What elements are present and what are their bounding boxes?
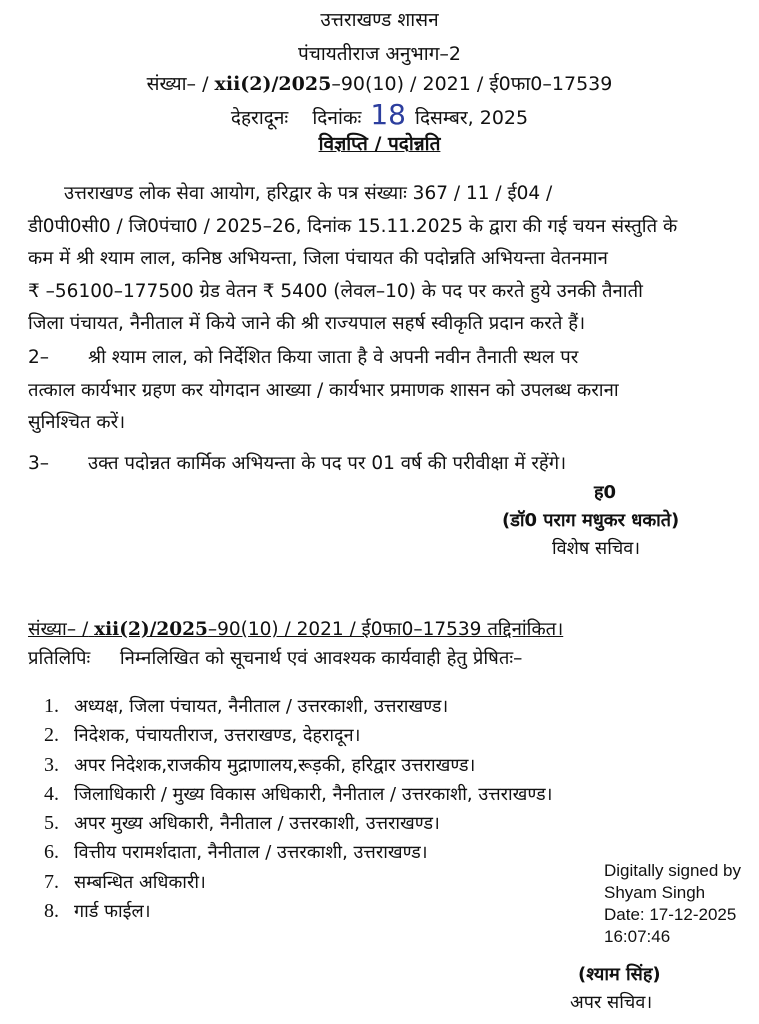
paragraph-2 xyxy=(28,342,740,440)
digital-signature-name: Shyam Singh xyxy=(604,883,706,902)
place: देहरादूनः xyxy=(230,107,289,129)
paragraph-text: उक्त पदोन्नत कार्मिक अभियन्ता के पद पर 01 वर्ष की परीवीक्षा में रहेंगे। xyxy=(88,453,567,474)
list-item xyxy=(44,753,552,782)
paragraph-line xyxy=(28,342,740,375)
distribution-list xyxy=(44,694,552,928)
list-number: 8. xyxy=(44,900,59,923)
list-text: अपर निदेशक,राजकीय मुद्राणालय,रूड़की, हरिद्वार उत्तराखण्ड। xyxy=(74,754,476,776)
paragraph-3 xyxy=(28,448,740,481)
paragraph-1 xyxy=(28,178,740,341)
copy-heading xyxy=(28,645,522,670)
second-signatory-designation: अपर सचिव। xyxy=(570,992,653,1013)
copy-reference-number xyxy=(28,616,563,641)
list-text: अध्यक्ष, जिला पंचायत, नैनीताल / उत्तरकाशी, उत्तराखण्ड। xyxy=(74,696,449,717)
ref-file-code: xii(2)/2025 xyxy=(94,619,208,640)
paragraph-text: श्री श्याम लाल, को निर्देशित किया जाता है वे अपनी नवीन तैनाती स्थल पर xyxy=(88,347,579,368)
ref-suffix: –90(10) / 2021 / ई0फा0–17539 xyxy=(331,73,613,95)
reference-number xyxy=(0,70,759,96)
list-number: 7. xyxy=(44,870,59,893)
list-number: 4. xyxy=(44,782,59,805)
list-item xyxy=(44,723,552,752)
digital-signature-date: Date: 17-12-2025 xyxy=(604,905,737,924)
list-text: वित्तीय परामर्शदाता, नैनीताल / उत्तरकाशी, उत्तराखण्ड। xyxy=(74,842,428,864)
paragraph-number: 3– xyxy=(28,453,50,474)
list-item xyxy=(44,694,552,723)
signatory-designation: विशेष सचिव। xyxy=(552,538,641,559)
list-text: जिलाधिकारी / मुख्य विकास अधिकारी, नैनीताल / उत्तरकाशी, उत्तराखण्ड। xyxy=(74,783,553,805)
date-label: दिनांकः xyxy=(312,107,362,129)
list-number: 2. xyxy=(44,724,59,747)
list-number: 3. xyxy=(44,753,59,776)
ref-prefix: संख्या– / xyxy=(146,73,209,95)
copy-label: प्रतिलिपिः xyxy=(28,648,91,669)
list-item xyxy=(44,899,552,928)
paragraph-line: ₹ –56100–177500 ग्रेड वेतन ₹ 5400 (लेवल–10) के पद पर करते हुये उनकी तैनाती xyxy=(28,280,643,302)
paragraph-line: तत्काल कार्यभार ग्रहण कर योगदान आख्या / कार्यभार प्रमाणक शासन को उपलब्ध कराना xyxy=(28,379,619,401)
list-item xyxy=(44,811,552,840)
paragraph-line: कम में श्री श्याम लाल, कनिष्ठ अभियन्ता, जिला पंचायत की पदोन्नति अभियन्ता वेतनमान xyxy=(28,248,608,269)
list-item xyxy=(44,840,552,869)
list-item xyxy=(44,870,552,899)
govt-heading: उत्तराखण्ड शासन xyxy=(320,9,439,31)
list-text: गार्ड फाईल। xyxy=(74,901,151,923)
handwritten-date-day: 18 xyxy=(370,98,406,131)
copy-intro: निम्नलिखित को सूचनार्थ एवं आवश्यक कार्यवाही हेतु प्रेषितः– xyxy=(119,648,523,669)
signatory-name: (डॉ0 पराग मधुकर धकाते) xyxy=(502,510,680,531)
list-text: अपर मुख्य अधिकारी, नैनीताल / उत्तरकाशी, उत्तराखण्ड। xyxy=(74,813,440,835)
department-heading: पंचायतीराज अनुभाग–2 xyxy=(297,43,461,65)
paragraph-line: जिला पंचायत, नैनीताल में किये जाने की श्री राज्यपाल सहर्ष स्वीकृति प्रदान करते हैं। xyxy=(28,313,586,334)
list-number: 1. xyxy=(44,695,59,717)
place-date-line xyxy=(0,98,759,131)
paragraph-line: सुनिश्चित करें। xyxy=(28,412,126,433)
paragraph-line xyxy=(28,448,740,481)
second-signatory-name: (श्याम सिंह) xyxy=(578,964,661,985)
list-item xyxy=(44,782,552,811)
ref-suffix: –90(10) / 2021 / ई0फा0–17539 तद्दिनांकित। xyxy=(207,619,564,640)
signed-mark: ह0 xyxy=(594,482,617,503)
document-subject: विज्ञप्ति / पदोन्नति xyxy=(318,133,441,155)
digital-signature-block xyxy=(604,860,741,948)
digital-signature-line: Digitally signed by xyxy=(604,861,742,880)
list-number: 5. xyxy=(44,812,59,835)
paragraph-number: 2– xyxy=(28,347,50,368)
date-month-year: दिसम्बर, 2025 xyxy=(415,107,529,129)
paragraph-line: उत्तराखण्ड लोक सेवा आयोग, हरिद्वार के पत्र संख्याः 367 / 11 / ई04 / xyxy=(64,183,553,204)
ref-prefix: संख्या– / xyxy=(28,619,89,640)
paragraph-line: डी0पी0सी0 / जि0पंचा0 / 2025–26, दिनांक 15.11.2025 के द्वारा की गई चयन संस्तुति के xyxy=(28,215,678,237)
ref-file-code: xii(2)/2025 xyxy=(214,73,332,95)
list-text: सम्बन्धित अधिकारी। xyxy=(74,871,206,893)
list-text: निदेशक, पंचायतीराज, उत्तराखण्ड, देहरादून। xyxy=(74,725,361,747)
digital-signature-time: 16:07:46 xyxy=(604,927,671,946)
list-number: 6. xyxy=(44,841,59,864)
